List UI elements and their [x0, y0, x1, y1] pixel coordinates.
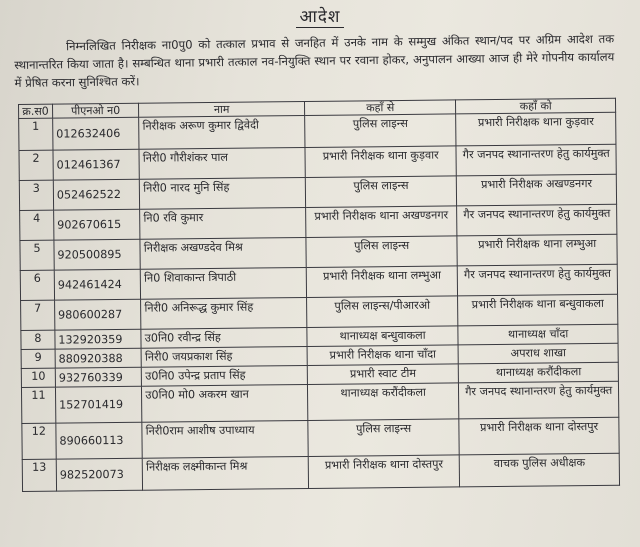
cell-sn: 3 — [19, 180, 53, 210]
cell-to: गैर जनपद स्थानान्तरण हेतु कार्यमुक्त — [456, 144, 616, 176]
transfer-table — [18, 98, 620, 492]
cell-pno: 902670615 — [54, 209, 141, 240]
cell-from: प्रभारी निरीक्षक थाना अखण्डनगर — [306, 206, 458, 238]
cell-pno: 890660113 — [56, 422, 143, 459]
cell-to: वाचक पुलिस अधीक्षक — [460, 453, 620, 487]
cell-name: उ0नि0 मो0 अकरम खान — [142, 384, 308, 422]
cell-sn: 4 — [20, 210, 54, 240]
cell-name: निरी0 जयप्रकाश सिंह — [141, 346, 307, 367]
header-sn: क्र.स0 — [19, 104, 53, 118]
cell-from: प्रभारी निरीक्षक थाना दोस्तपुर — [308, 455, 460, 489]
cell-sn: 2 — [19, 150, 53, 180]
cell-name: निरी0राम आशीष उपाध्याय — [142, 420, 308, 458]
cell-from: प्रभारी निरीक्षक थाना लम्भुआ — [306, 266, 458, 298]
cell-sn: 5 — [20, 240, 54, 270]
cell-to: गैर जनपद स्थानान्तरण हेतु कार्यमुक्त — [457, 204, 617, 236]
cell-pno: 012461367 — [53, 149, 140, 180]
header-to: कहाँ को — [456, 98, 616, 114]
cell-name: उ0नि0 उपेन्द्र प्रताप सिंह — [142, 365, 308, 386]
cell-name: उ0नि0 रवीन्द्र सिंह — [141, 327, 307, 348]
intro-paragraph: निम्नलिखित निरीक्षक ना0पु0 को तत्काल प्रभाव से जनहित में उनके नाम के सम्मुख अंकित स्थान/पद पर अग्रिम आदेश तक स्थानान्तरित किया जाता है। सम्बन्धित थाना प्रभारी तत्काल नव-नियुक्ति स्थान पर रवाना होकर, अनुपालन आख्या आज ही मेरे गोपनीय कार्यालय में प्रेषित करना सुनिश्चित करें। — [14, 31, 615, 90]
cell-from: थानाध्यक्ष बन्धुवाकला — [307, 326, 459, 347]
cell-pno: 152701419 — [55, 386, 142, 423]
cell-name: निरीक्षक अरूण कुमार द्विवेदी — [139, 115, 305, 149]
cell-sn: 12 — [22, 423, 56, 459]
cell-from: पुलिस लाइन्स — [305, 176, 457, 208]
cell-name: निरी0 अनिरूद्ध कुमार सिंह — [141, 297, 307, 329]
cell-to: अपराध शाखा — [458, 343, 618, 364]
cell-pno: 132920359 — [55, 329, 142, 349]
cell-to: प्रभारी निरीक्षक थाना लम्भुआ — [457, 234, 617, 266]
cell-name: नि0 रवि कुमार — [140, 207, 306, 239]
cell-from: पुलिस लाइन्स — [305, 114, 457, 148]
cell-pno: 012632406 — [53, 117, 140, 150]
cell-pno: 980600287 — [54, 299, 141, 330]
cell-sn: 10 — [21, 368, 55, 387]
cell-pno: 982520073 — [56, 458, 143, 491]
cell-to: प्रभारी निरीक्षक अखण्डनगर — [457, 174, 617, 206]
cell-pno: 942461424 — [54, 269, 141, 300]
cell-pno: 932760339 — [55, 367, 142, 387]
cell-from: पुलिस लाइन्स — [308, 419, 460, 457]
cell-sn: 6 — [20, 270, 54, 300]
cell-sn: 1 — [19, 118, 53, 150]
cell-name: निरी0 गौरीशंकर पाल — [139, 147, 305, 179]
cell-from: थानाध्यक्ष करौंदीकला — [307, 383, 459, 421]
cell-to: थानाध्यक्ष करौंदीकला — [459, 362, 619, 383]
document-heading: आदेश — [0, 4, 640, 27]
cell-sn: 7 — [21, 300, 55, 330]
cell-sn: 9 — [21, 349, 55, 368]
cell-name: नि0 शिवाकान्त त्रिपाठी — [141, 267, 307, 299]
cell-pno: 052462522 — [53, 179, 140, 210]
cell-sn: 8 — [21, 330, 55, 349]
cell-to: प्रभारी निरीक्षक थाना दोस्तपुर — [459, 417, 619, 455]
table-row — [22, 417, 619, 459]
cell-to: प्रभारी निरीक्षक थाना कुड़वार — [456, 112, 616, 146]
cell-to: थानाध्यक्ष चाँदा — [458, 324, 618, 345]
table-row — [22, 453, 619, 491]
cell-name: निरी0 नारद मुनि सिंह — [140, 177, 306, 209]
cell-from: पुलिस लाइन्स/पीआरओ — [306, 296, 458, 328]
cell-name: निरीक्षक अखण्डदेव मिश्र — [140, 237, 306, 269]
cell-from: प्रभारी निरीक्षक थाना कुड़वार — [305, 146, 457, 178]
cell-from: प्रभारी स्वाट टीम — [307, 364, 459, 385]
header-from: कहाँ से — [304, 100, 456, 116]
header-name: नाम — [139, 102, 305, 118]
cell-pno: 880920388 — [55, 348, 142, 368]
header-pno: पीएनओ न0 — [52, 103, 139, 118]
cell-to: गैर जनपद स्थानान्तरण हेतु कार्यमुक्त — [459, 381, 619, 419]
cell-to: गैर जनपद स्थानान्तरण हेतु कार्यमुक्त — [458, 264, 618, 296]
cell-to: प्रभारी निरीक्षक थाना बन्धुवाकला — [458, 294, 618, 326]
cell-name: निरीक्षक लक्ष्मीकान्त मिश्र — [143, 456, 309, 490]
cell-sn: 13 — [22, 459, 56, 491]
cell-from: पुलिस लाइन्स — [306, 236, 458, 268]
cell-pno: 920500895 — [54, 239, 141, 270]
cell-from: प्रभारी निरीक्षक थाना चाँदा — [307, 345, 459, 366]
cell-sn: 11 — [21, 387, 55, 423]
table-row — [21, 381, 618, 423]
